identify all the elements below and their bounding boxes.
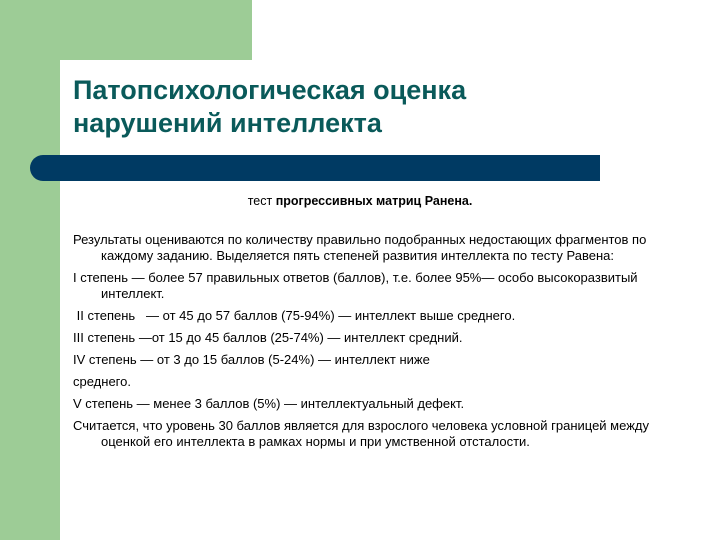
paragraph-degree-2: II степень — от 45 до 57 баллов (75-94%) — интеллект выше среднего.	[73, 308, 516, 323]
subtitle-test-name: прогрессивных матриц Ранена.	[275, 194, 473, 208]
paragraph-intro: Результаты оцениваются по количеству правильно подобранных недостающих фрагментов по каждому заданию. Выделяется пять степеней развития интеллекта по тесту Равена:	[73, 232, 647, 263]
slide-title-line-2: нарушений интеллекта	[73, 108, 382, 138]
paragraph-degree-4-cont: среднего.	[73, 374, 131, 389]
slide-body	[73, 232, 673, 453]
paragraph-conclusion: Считается, что уровень 30 баллов является для взрослого человека условной границей между оценкой его интеллекта в рамках нормы и при умственной отсталости.	[73, 418, 649, 449]
slide-title-line-1: Патопсихологическая оценка	[73, 75, 467, 105]
green-side-panel	[0, 0, 60, 540]
slide-subtitle	[0, 194, 720, 208]
paragraph-degree-4: IV степень — от 3 до 15 баллов (5-24%) — интеллект ниже	[73, 352, 430, 367]
green-top-panel	[0, 0, 252, 60]
title-divider-band	[30, 155, 600, 181]
paragraph-degree-5: V степень — менее 3 баллов (5%) — интеллектуальный дефект.	[73, 396, 465, 411]
paragraph-degree-3: III степень —от 15 до 45 баллов (25-74%) — интеллект средний.	[73, 330, 463, 345]
subtitle-prefix: тест	[247, 194, 273, 208]
paragraph-degree-1: I степень — более 57 правильных ответов (баллов), т.е. более 95%— особо высокоразвитый интеллект.	[73, 270, 638, 301]
slide-title	[73, 74, 693, 140]
